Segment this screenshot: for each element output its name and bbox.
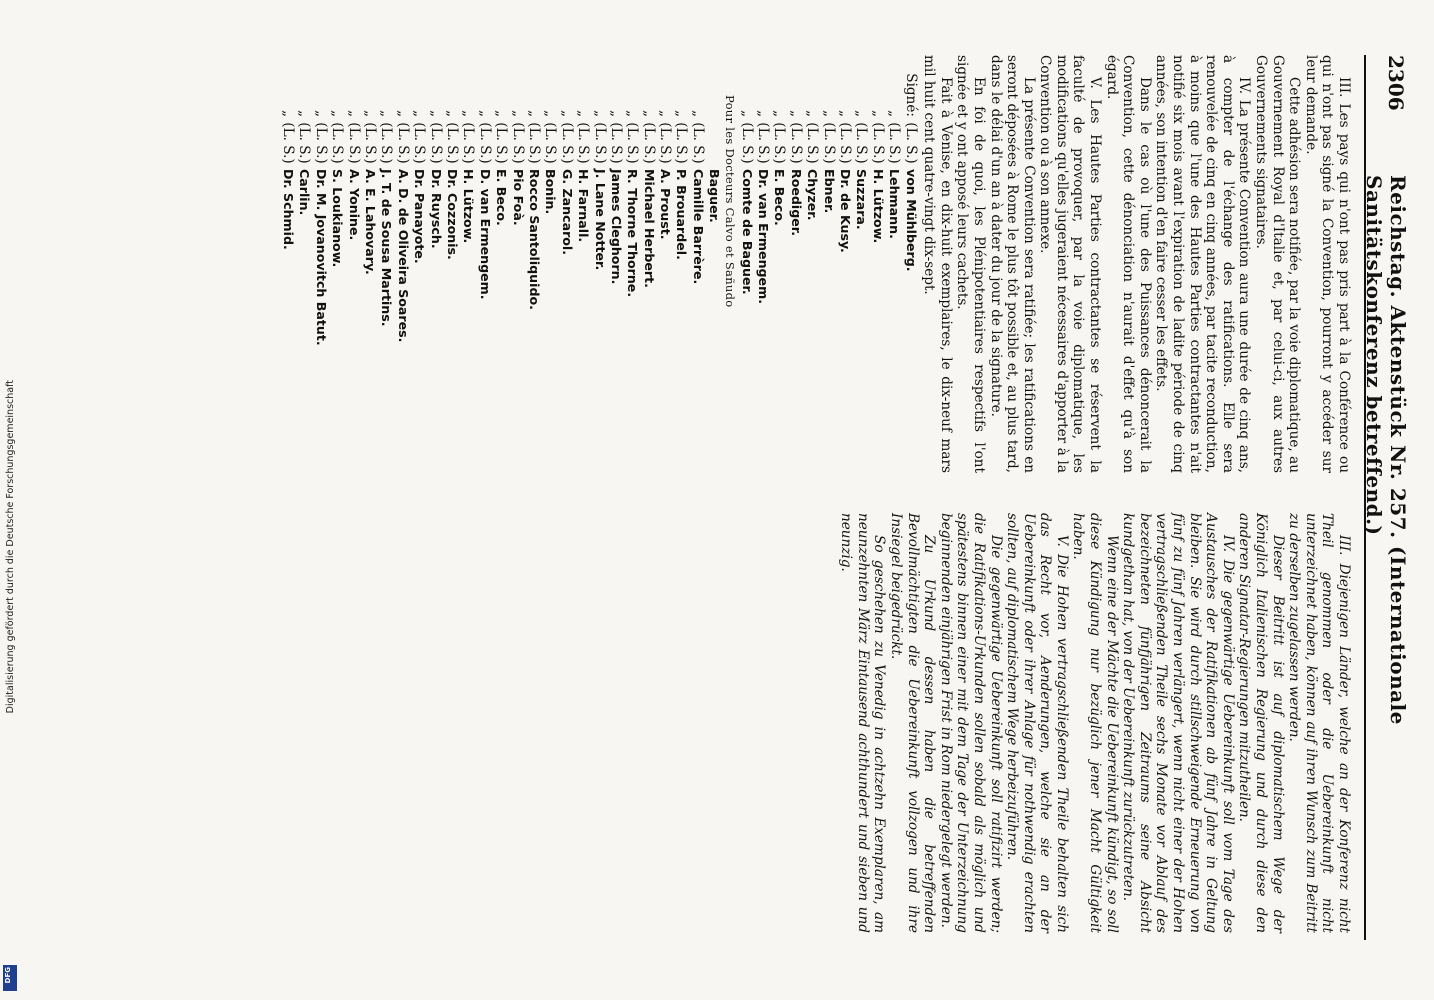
signature-name: D. van Ermengem. — [477, 169, 493, 300]
ditto-mark: „ — [525, 109, 542, 117]
ditto-mark: „ — [886, 109, 903, 117]
signature-name: J. T. de Sousa Martins. — [379, 169, 395, 327]
seal-mark: (L. S.) — [476, 122, 493, 164]
signature-row — [427, 55, 443, 473]
signature-row — [624, 55, 640, 473]
de-para-4: Wenn eine der Mächte die Uebereinkunft kündigt, so soll diese Kündigung nur bezüglich jener Macht Gültigkeit haben. — [1070, 513, 1120, 933]
signature-row — [411, 55, 427, 473]
ditto-mark: „ — [280, 109, 297, 117]
signature-row — [296, 55, 312, 473]
digitization-note-text: Digitalisierung gefördert durch die Deutsche Forschungsgemeinschaft — [5, 380, 16, 714]
signature-row — [820, 55, 836, 473]
signature-name: Chyzer. — [805, 169, 821, 221]
signature-name: Roediger. — [788, 169, 804, 236]
signature-row — [853, 55, 869, 473]
signature-row — [771, 55, 787, 473]
page-header — [1364, 55, 1426, 940]
fr-para-2: Cette adhésion sera notifiée, par la voie diplomatique, au Gouvernement Royal d'Italie et, par celui-ci, aux autres Gouvernements signataires. — [1253, 55, 1303, 473]
fr-para-6: La présente Convention sera ratifiée; les ratifications en seront déposées à Rome le plus tôt possible et, au plus tard, dans le délai d'un an à dater du jour de la signature. — [987, 55, 1037, 473]
ditto-mark: „ — [427, 109, 444, 117]
signature-row — [591, 55, 607, 473]
signature-name: Carlin. — [297, 169, 313, 216]
ditto-mark: „ — [411, 109, 428, 117]
signature-name: A. D. de Oliveira Soares. — [395, 169, 411, 343]
signature-row — [673, 55, 689, 473]
signature-list-a — [738, 55, 918, 473]
signature-row — [575, 55, 591, 473]
signature-row — [313, 55, 329, 473]
signature-row — [787, 55, 803, 473]
signature-name: S. Loukianow. — [330, 169, 346, 268]
fr-para-4: Dans le cas où l'une des Puissances dénoncerait la Convention, cette dénonciation n'aurait d'effet qu'à son égard. — [1103, 55, 1153, 473]
signature-row — [902, 55, 918, 473]
signature-name: G. Zancarol. — [559, 169, 575, 256]
seal-mark: (L. S.) — [378, 122, 395, 164]
seal-mark: (L. S.) — [558, 122, 575, 164]
fr-para-7: En foi de quoi, les Plénipotentiaires respectifs l'ont signée et y ont apposé leurs cachets. — [954, 55, 987, 473]
de-para-2: Dieser Beitritt ist auf diplomatischem Wege der Königlich Italienischen Regierung und durch diese den anderen Signatar-Regierungen mitzutheilen. — [1236, 513, 1286, 933]
ditto-mark: „ — [837, 109, 853, 117]
page-title: Reichstag. Aktenstück Nr. 257. (Internationale Sanitätskonferenz betreffend.) — [1362, 175, 1410, 725]
signature-name: Michael Herbert. — [641, 169, 657, 288]
signature-row — [689, 55, 705, 473]
seal-mark: (L. S.) — [296, 122, 313, 164]
ditto-mark: „ — [542, 109, 559, 117]
signature-name: von Mühlberg. — [903, 169, 919, 272]
ditto-mark: „ — [607, 109, 624, 117]
signature-row — [378, 55, 394, 473]
seal-mark: (L. S.) — [280, 122, 297, 164]
signature-row — [640, 55, 656, 473]
seal-mark: (L. S.) — [689, 122, 706, 164]
signature-baguer — [706, 55, 722, 473]
de-para-3: IV. Die gegenwärtige Uebereinkunft soll vom Tage des Austausches der Ratifikationen ab fünf Jahre in Geltung bleiben. Sie wird durch stillschweigende Erneuerung von fünf zu fünf Jahren verlängert, wenn nicht einer der Hohen vertragschließenden Theile sechs Monate vor Ablauf des bezeichneten fünfjährigen Zeitraums seine Absicht kundgethan hat, von der Uebereinkunft zurückzutreten. — [1120, 513, 1236, 933]
seal-mark: (L. S.) — [787, 122, 804, 164]
signature-block — [280, 55, 919, 473]
signature-row — [444, 55, 460, 473]
seal-mark: (L. S.) — [591, 122, 608, 164]
signature-name: E. Beco. — [494, 169, 510, 226]
seal-mark: (L. S.) — [444, 122, 461, 164]
seal-mark: (L. S.) — [624, 122, 641, 164]
ditto-mark: „ — [575, 109, 592, 117]
signature-row — [493, 55, 509, 473]
seal-mark: (L. S.) — [738, 122, 755, 164]
ditto-mark: „ — [853, 109, 870, 117]
fr-para-3: IV. La présente Convention aura une durée de cinq ans, à compter de l'échange des ratifications. Elle sera renouvelée de cinq en cinq années, par tacite reconduction, à moins que l'une des Hautes Parties contractantes n'ait notifié six mois avant l'expiration de ladite période de cinq années, son intention d'en faire cesser les effets. — [1153, 55, 1253, 473]
seal-mark: (L. S.) — [411, 122, 428, 164]
signature-row — [509, 55, 525, 473]
signature-name: Dr. van Ermengem. — [756, 169, 772, 305]
signature-row — [755, 55, 771, 473]
seal-mark: (L. S.) — [771, 122, 788, 164]
de-para-8: So geschehen zu Venedig in achtzehn Exemplaren, am neunzehnten März Eintausend achthundert und sieben und neunzig. — [838, 513, 888, 933]
signature-list-b — [280, 55, 706, 473]
signature-name: Ebner. — [821, 169, 837, 214]
signature-row — [657, 55, 673, 473]
de-para-5: V. Die Hohen vertragschließenden Theile behalten sich das Recht vor, Aenderungen, welche sie an der Uebereinkunft oder ihrer Anlage für nothwendig erachten sollten, auf diplomatischem Wege herbeizuführen. — [1004, 513, 1070, 933]
fr-para-5: V. Les Hautes Parties contractantes se réservent la faculté de provoquer, par la voie diplomatique, les modifications qu'elles jugeraient nécessaires d'apporter à la Convention ou à son annexe. — [1037, 55, 1104, 473]
signature-name: Lehmann. — [887, 169, 903, 239]
signature-row — [526, 55, 542, 473]
de-para-7: Zu Urkund dessen haben die betreffenden Bevollmächtigten die Uebereinkunft vollzogen und ihre Insiegel beigedrückt. — [887, 513, 938, 933]
seal-mark: (L. S.) — [869, 122, 886, 164]
signature-row — [476, 55, 492, 473]
signature-row — [738, 55, 754, 473]
signature-name: Suzzara. — [854, 169, 870, 230]
signature-name: E. Beco. — [772, 169, 788, 226]
signature-name: R. Thorne Thorne. — [625, 169, 641, 298]
signature-name: Baguer. — [707, 169, 723, 223]
french-column — [280, 55, 1352, 473]
seal-mark: (L. S.) — [886, 122, 903, 164]
ditto-mark: „ — [394, 109, 411, 117]
seal-mark: (L. S.) — [837, 122, 853, 164]
signature-row — [542, 55, 558, 473]
signature-row — [394, 55, 410, 473]
signature-name: Bonin. — [543, 169, 559, 215]
ditto-mark: „ — [771, 109, 788, 117]
seal-mark: (L. S.) — [853, 122, 870, 164]
signature-row — [280, 55, 296, 473]
ditto-mark: „ — [804, 109, 821, 117]
signature-name: Dr. Cozzonis. — [445, 169, 461, 260]
seal-mark: (L. S.) — [575, 122, 592, 164]
signature-name: Comte de Baguer. — [739, 169, 755, 295]
seal-mark: (L. S.) — [329, 122, 346, 164]
signature-name: A. E. Lahovary. — [363, 169, 379, 275]
seal-mark: (L. S.) — [345, 122, 362, 164]
signature-name: H. Lützow. — [870, 169, 886, 244]
ditto-mark: „ — [378, 109, 395, 117]
dfg-logo — [3, 965, 17, 991]
ditto-mark: „ — [493, 109, 510, 117]
signature-row — [460, 55, 476, 473]
signature-row — [362, 55, 378, 473]
seal-mark: (L. S.) — [657, 122, 674, 164]
signature-row — [886, 55, 902, 473]
ditto-mark: „ — [787, 109, 804, 117]
digitization-note — [5, 380, 21, 990]
signature-row — [804, 55, 820, 473]
ditto-mark: „ — [820, 109, 837, 117]
seal-mark: (L. S.) — [394, 122, 411, 164]
ditto-mark: „ — [869, 109, 886, 117]
dfg-logo-text: DFG — [4, 967, 12, 984]
seal-mark: (L. S.) — [902, 122, 919, 164]
ditto-mark: „ — [476, 109, 493, 117]
ditto-mark: „ — [509, 109, 526, 117]
ditto-mark: „ — [362, 109, 379, 117]
seal-mark: (L. S.) — [525, 122, 542, 164]
german-column — [838, 513, 1352, 933]
signature-row — [837, 55, 853, 473]
ditto-mark: „ — [738, 109, 755, 117]
ditto-mark: „ — [345, 109, 362, 117]
signature-row — [345, 55, 361, 473]
seal-mark: (L. S.) — [542, 122, 559, 164]
signature-name: J. Lane Notter. — [592, 169, 608, 271]
seal-mark: (L. S.) — [460, 122, 477, 164]
seal-mark: (L. S.) — [640, 122, 657, 164]
signature-name: Camille Barrère. — [690, 169, 706, 285]
seal-mark: (L. S.) — [312, 122, 329, 164]
ditto-mark: „ — [312, 109, 329, 117]
seal-mark: (L. S.) — [362, 122, 379, 164]
ditto-mark: „ — [460, 109, 477, 117]
de-para-1: III. Diejenigen Länder, welche an der Konferenz nicht Theil genommen oder die Uebereinkunft nicht unterzeichnet haben, können auf ihren Wunsch zum Beitritt zu derselben zugelassen werden. — [1286, 513, 1352, 933]
signature-row — [558, 55, 574, 473]
ditto-mark: „ — [296, 109, 313, 117]
signature-name: A. Proust. — [658, 169, 674, 240]
signature-row — [869, 55, 885, 473]
signature-name: Pio Foà. — [510, 169, 526, 226]
fr-para-8: Fait à Venise, en dix-huit exemplaires, le dix-neuf mars mil huit cent quatre-vingt dix-sept. — [921, 55, 954, 473]
signature-name: Dr. Schmid. — [281, 169, 297, 250]
fr-para-1: III. Les pays qui n'ont pas pris part à la Conférence ou qui n'ont pas signé la Convention, pourront y accéder sur leur demande. — [1302, 55, 1352, 473]
seal-mark: (L. S.) — [673, 122, 690, 164]
page-number: 2306 — [1384, 55, 1408, 111]
signature-row — [329, 55, 345, 473]
seal-mark: (L. S.) — [509, 122, 526, 164]
signed-label: Signé: — [902, 73, 919, 117]
ditto-mark: „ — [657, 109, 674, 117]
signature-name: James Cleghorn. — [608, 169, 624, 285]
seal-mark: (L. S.) — [427, 122, 444, 164]
signature-name: Rocco Santoliquido. — [526, 169, 542, 310]
seal-mark: (L. S.) — [804, 122, 821, 164]
ditto-mark: „ — [689, 109, 706, 117]
seal-mark: (L. S.) — [755, 122, 772, 164]
de-para-6: Die gegenwärtige Uebereinkunft soll ratifizirt werden; die Ratifikations-Urkunden sollen sobald als möglich und spätestens binnen einer mit dem Tage der Unterzeichnung beginnenden einjährigen Frist in Rom niedergelegt werden. — [937, 513, 1004, 933]
pour-line: Pour les Docteurs Calvo et Sañudo — [723, 95, 738, 308]
signature-name: H. Lützow. — [461, 169, 477, 244]
ditto-mark: „ — [755, 109, 772, 117]
seal-mark: (L. S.) — [493, 122, 510, 164]
seal-mark: (L. S.) — [607, 122, 624, 164]
ditto-mark: „ — [673, 109, 690, 117]
ditto-mark: „ — [558, 109, 575, 117]
signature-name: Dr. Ruysch. — [428, 169, 444, 249]
ditto-mark: „ — [624, 109, 641, 117]
signature-name: Dr. de Kusy. — [838, 169, 853, 253]
ditto-mark: „ — [329, 109, 346, 117]
ditto-mark: „ — [591, 109, 608, 117]
seal-mark: (L. S.) — [820, 122, 837, 164]
ditto-mark: „ — [444, 109, 461, 117]
signature-name: P. Brouardel. — [674, 169, 690, 260]
signature-name: H. Farnall. — [576, 169, 592, 243]
signature-name: Dr. M. Jovanovitch Batut. — [313, 169, 329, 346]
signature-name: A. Yonine. — [346, 169, 362, 241]
signature-name: Dr. Panayote. — [412, 169, 428, 264]
ditto-mark: „ — [640, 109, 657, 117]
signature-row — [608, 55, 624, 473]
